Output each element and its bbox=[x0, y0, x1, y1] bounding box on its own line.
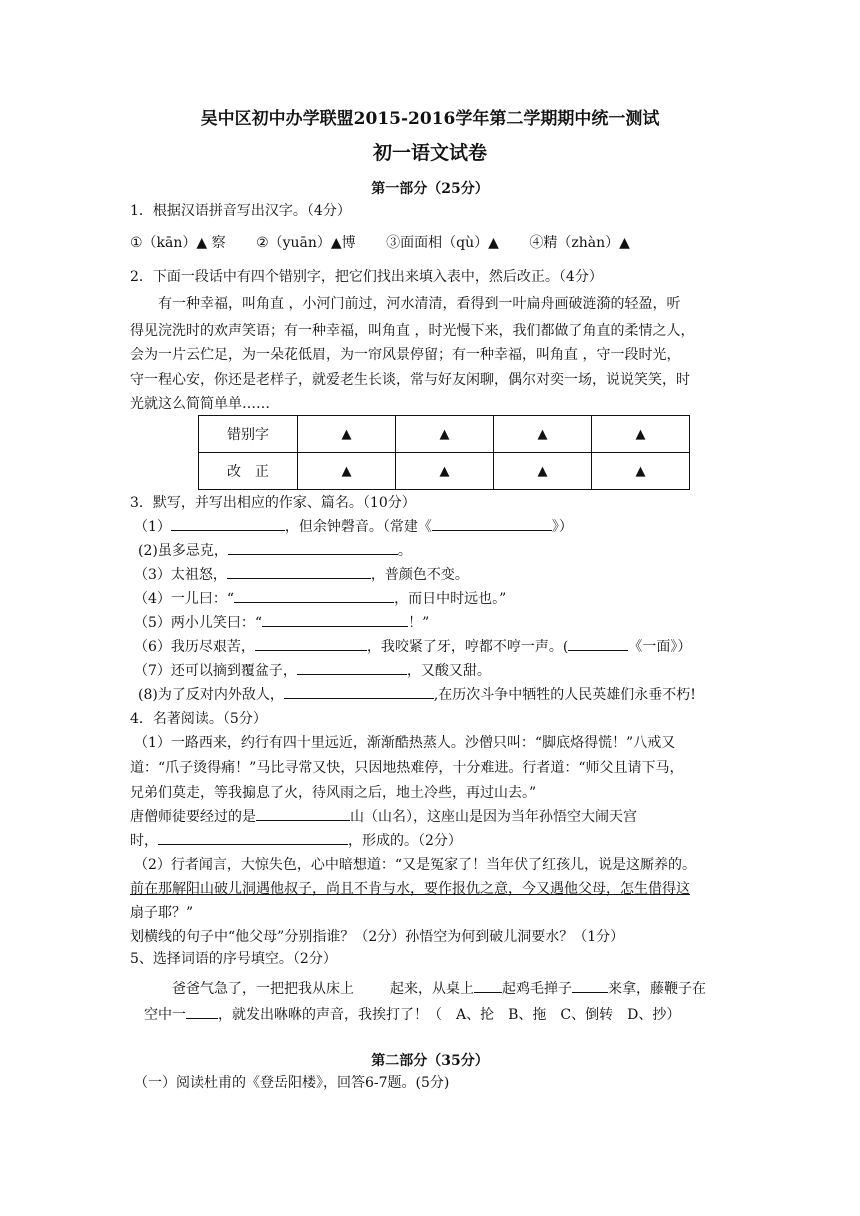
answer-blank[interactable] bbox=[572, 979, 608, 993]
answer-blank[interactable] bbox=[297, 661, 407, 675]
answer-blank[interactable] bbox=[255, 637, 367, 651]
table-cell[interactable]: ▲ bbox=[298, 453, 396, 490]
table-cell[interactable]: ▲ bbox=[494, 453, 592, 490]
q4-passage2-line-3: 扇子耶？” bbox=[130, 905, 194, 921]
table-cell[interactable]: ▲ bbox=[396, 453, 494, 490]
q2-prompt: 2．下面一段话中有四个错别字，把它们找出来填入表中，然后改正。（4分） bbox=[130, 269, 603, 285]
answer-blank[interactable] bbox=[432, 517, 552, 531]
q5-line-1: 爸爸气急了，一把把我从床上 起来，从桌上 起鸡毛掸子 来拿，藤鞭子在 bbox=[172, 981, 706, 997]
q4-question1-line-1: 唐僧师徒要经过的是 山（山名），这座山是因为当年孙悟空大闹天宫 bbox=[130, 809, 637, 825]
table-label-wrong: 错别字 bbox=[199, 416, 298, 453]
q1-item-1: ①（kān）▲ 察 bbox=[130, 235, 226, 251]
q4-passage2-line-1: （2）行者闻言，大惊失色，心中暗想道：“又是冤家了！当年伏了红孩儿，说是这厮养的。 bbox=[134, 857, 697, 873]
q2-passage-line-4: 守一程心安，你还是老样子，就爱老生长谈，常与好友闲聊，偶尔对奕一场，说说笑笑，时 bbox=[130, 372, 690, 388]
part2-heading: 第二部分（35分） bbox=[371, 1053, 489, 1069]
part1-heading: 第一部分（25分） bbox=[371, 181, 489, 197]
q1-items bbox=[130, 232, 656, 252]
answer-blank[interactable] bbox=[186, 1005, 218, 1019]
table-cell[interactable]: ▲ bbox=[396, 416, 494, 453]
q4-passage1-line-1: （1）一路西来，约行有四十里远近，渐渐酷热蒸人。沙僧只叫：“脚底烙得慌！”八戒又 bbox=[134, 735, 676, 751]
q4-question1-line-2: 时， ，形成的。（2分） bbox=[130, 833, 462, 849]
q3-line-4: （4）一儿曰：“ ，而日中时远也。” bbox=[134, 591, 507, 607]
q3-line-7: （7）还可以摘到覆盆子， ，又酸又甜。 bbox=[134, 663, 491, 679]
answer-blank[interactable] bbox=[262, 613, 408, 627]
exam-subtitle: 初一语文试卷 bbox=[372, 142, 487, 164]
q3-prompt: 3．默写，并写出相应的作家、篇名。（10分） bbox=[130, 495, 416, 511]
q4-passage2-underlined: 前在那解阳山破儿洞遇他叔子，尚且不肯与水，要作报仇之意，今又遇他父母，怎生借得这 bbox=[130, 881, 690, 897]
q2-answer-table bbox=[198, 415, 690, 490]
q4-question2: 划横线的句子中“他父母”分别指谁？（2分）孙悟空为何到破儿洞要水？（1分） bbox=[130, 929, 625, 945]
q4-passage1-line-2: 道：“爪子烫得痛！”马比寻常又快，只因地热难停，十分难进。行者道：“师父且请下马， bbox=[130, 760, 684, 776]
answer-blank[interactable] bbox=[228, 541, 398, 555]
q4-passage1-line-3: 兄弟们莫走，等我搧息了火，待风雨之后，地土冷些，再过山去。” bbox=[130, 785, 537, 801]
answer-blank[interactable] bbox=[284, 685, 434, 699]
q4-prompt: 4．名著阅读。（5分） bbox=[130, 711, 267, 727]
q1-item-4: ④精（zhàn）▲ bbox=[529, 235, 630, 251]
answer-blank[interactable] bbox=[234, 589, 394, 603]
q3-line-8: (8)为了反对内外敌人， ,在历次斗争中牺牲的人民英雄们永垂不朽! bbox=[138, 687, 696, 703]
answer-blank[interactable] bbox=[256, 807, 350, 821]
answer-blank[interactable] bbox=[158, 831, 348, 845]
answer-blank[interactable] bbox=[568, 637, 628, 651]
q5-prompt: 5、选择词语的序号填空。（2分） bbox=[130, 951, 337, 967]
q2-passage-line-2: 得见浣洗时的欢声笑语；有一种幸福，叫角直 ，时光慢下来，我们都做了角直的柔情之人， bbox=[130, 323, 695, 339]
table-cell[interactable]: ▲ bbox=[592, 453, 690, 490]
answer-blank[interactable] bbox=[171, 517, 285, 531]
answer-blank[interactable] bbox=[227, 565, 371, 579]
q3-line-2: (2)虽多忌克， 。 bbox=[138, 543, 412, 559]
exam-title: 吴中区初中办学联盟2015-2016学年第二学期期中统一测试 bbox=[200, 109, 660, 129]
q1-item-3: ③面面相（qù）▲ bbox=[386, 235, 499, 251]
q2-passage-line-3: 会为一片云伫足，为一朵花低眉，为一帘风景停留；有一种幸福，叫角直 ，守一段时光， bbox=[130, 347, 681, 363]
q3-line-3: （3）太祖怒， ，普颜色不变。 bbox=[134, 567, 469, 583]
q3-line-5: （5）两小儿笑曰：“ ！” bbox=[134, 615, 430, 631]
q3-line-6: （6）我历尽艰苦， ，我咬紧了牙，哼都不哼一声。( 《一面》） bbox=[134, 639, 692, 655]
table-cell[interactable]: ▲ bbox=[494, 416, 592, 453]
answer-blank[interactable] bbox=[474, 979, 502, 993]
q3-line-1: （1） ，但余钟磬音。（常建《 》） bbox=[134, 519, 573, 535]
q1-item-2: ②（yuān）▲博 bbox=[256, 235, 356, 251]
q2-passage-line-1: 有一种幸福，叫角直 ，小河门前过，河水清清，看得到一叶扁舟画破涟漪的轻盈，听 bbox=[158, 296, 681, 312]
table-label-correct: 改 正 bbox=[199, 453, 298, 490]
q5-line-2: 空中一 ，就发出咻咻的声音，我挨打了！（ A、抡 B、拖 C、倒转 D、抄） bbox=[144, 1007, 681, 1023]
q2-passage-line-5: 光就这么简简单单…… bbox=[130, 396, 270, 412]
q1-prompt: 1．根据汉语拼音写出汉字。（4分） bbox=[130, 203, 351, 219]
table-cell[interactable]: ▲ bbox=[592, 416, 690, 453]
table-cell[interactable]: ▲ bbox=[298, 416, 396, 453]
part2-intro: （一）阅读杜甫的《登岳阳楼》，回答6-7题。(5分) bbox=[134, 1075, 450, 1091]
